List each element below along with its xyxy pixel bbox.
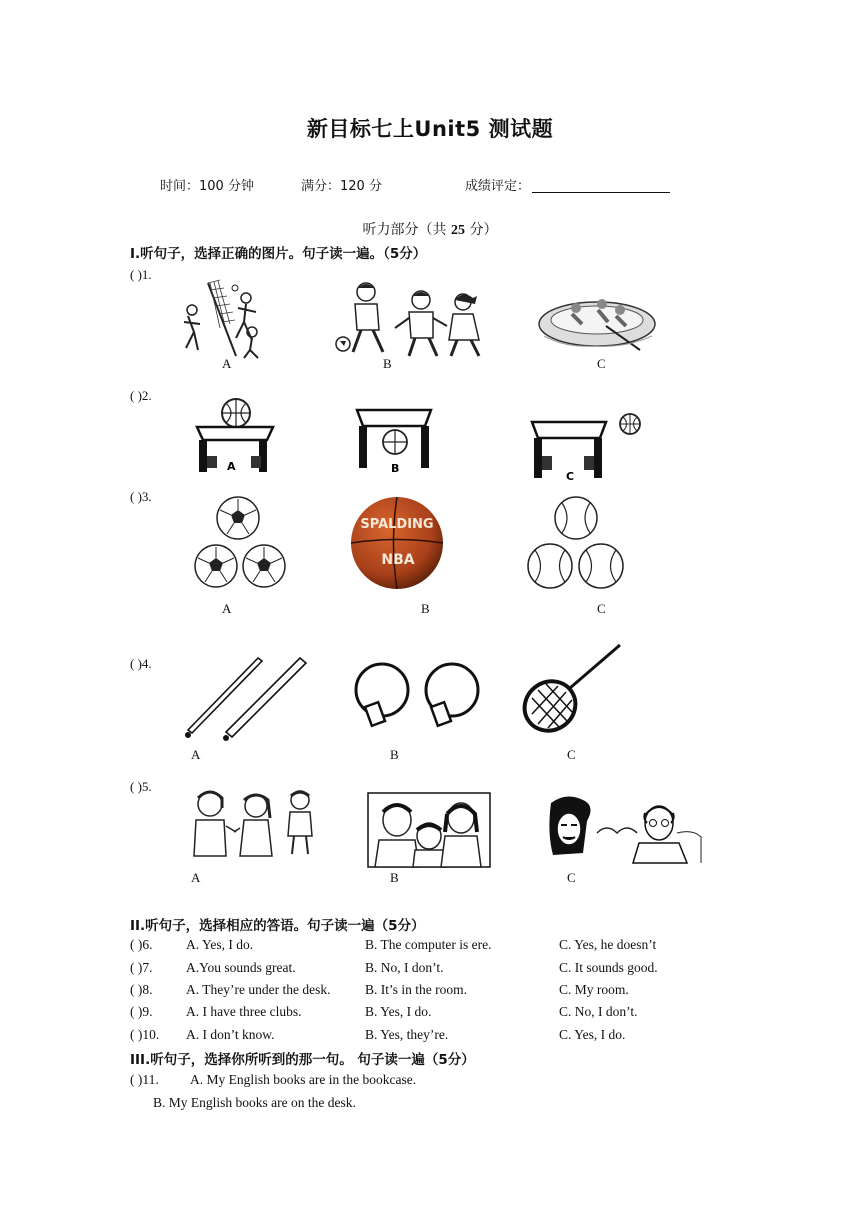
- q10-number: ( )10.: [130, 1027, 160, 1042]
- q4-option-b-label: B: [390, 747, 399, 762]
- svg-text:B: B: [391, 462, 400, 475]
- ball-logo-nba: NBA: [381, 552, 415, 568]
- q1-option-a-label: A: [222, 356, 232, 371]
- section-2-heading: II.听句子，选择相应的答语。句子读一遍（5分）: [130, 918, 425, 934]
- q9-option-a: A. I have three clubs.: [186, 1004, 302, 1019]
- q5-option-b-label: B: [390, 870, 399, 885]
- q5-option-a-label: A: [191, 870, 201, 885]
- rowing-boat-picture: [536, 286, 658, 352]
- listening-section-header: 听力部分（共 25 分）: [362, 222, 498, 238]
- family-portrait-picture: [367, 792, 491, 868]
- ball-logo-spalding: SPALDING: [360, 517, 434, 532]
- q11-number: ( )11.: [130, 1072, 159, 1087]
- q6-option-a: A. Yes, I do.: [186, 937, 254, 952]
- q10-option-a: A. I don’t know.: [186, 1027, 275, 1042]
- svg-text:A: A: [227, 460, 236, 473]
- q3-option-b-label: B: [421, 601, 430, 616]
- time-info: 时间：100 分钟: [160, 179, 254, 194]
- section-1-heading: I.听句子，选择正确的图片。句子读一遍。（5分）: [130, 246, 427, 262]
- ping-pong-paddles-picture: [350, 662, 484, 730]
- question-3-number: ( )3.: [130, 489, 152, 504]
- question-2-number: ( )2.: [130, 388, 152, 403]
- q8-number: ( )8.: [130, 982, 153, 997]
- section-3-heading: III.听句子，选择你所听到的那一句。 句子读一遍（5分）: [130, 1052, 475, 1068]
- q11-option-a: A. My English books are in the bookcase.: [190, 1072, 417, 1087]
- q1-option-b-label: B: [383, 356, 392, 371]
- question-4-number: ( )4.: [130, 656, 152, 671]
- three-people-picture: [190, 786, 320, 862]
- baseballs-picture: [526, 496, 626, 590]
- question-5-number: ( )5.: [130, 779, 152, 794]
- q10-option-c: C. Yes, I do.: [559, 1027, 626, 1042]
- grade-blank[interactable]: [532, 178, 670, 193]
- q7-option-c: C. It sounds good.: [559, 960, 658, 975]
- ball-beside-table-picture: [530, 410, 645, 482]
- q9-option-b: B. Yes, I do.: [365, 1004, 432, 1019]
- grade-field: [465, 175, 670, 194]
- volleyball-picture: [180, 278, 270, 360]
- q9-number: ( )9.: [130, 1004, 153, 1019]
- q1-option-c-label: C: [597, 356, 606, 371]
- q8-option-b: B. It’s in the room.: [365, 982, 467, 997]
- ball-under-table-picture: [355, 406, 435, 476]
- basketball-picture: [350, 496, 444, 590]
- q8-option-a: A. They’re under the desk.: [186, 982, 331, 997]
- ball-on-table-picture: [195, 396, 275, 476]
- q6-option-b: B. The computer is ere.: [365, 937, 492, 952]
- q7-number: ( )7.: [130, 960, 153, 975]
- two-faces-picture: [547, 793, 703, 863]
- soccer-kids-picture: [333, 278, 493, 358]
- q9-option-c: C. No, I don’t.: [559, 1004, 638, 1019]
- q7-option-a: A.You sounds great.: [186, 960, 296, 975]
- q3-option-c-label: C: [597, 601, 606, 616]
- q4-option-c-label: C: [567, 747, 576, 762]
- tennis-racket-picture: [520, 642, 624, 734]
- grade-label: 成绩评定：: [465, 179, 531, 194]
- q6-option-c: C. Yes, he doesn’t: [559, 937, 657, 952]
- q8-option-c: C. My room.: [559, 982, 629, 997]
- q3-option-a-label: A: [222, 601, 232, 616]
- q5-option-c-label: C: [567, 870, 576, 885]
- q6-number: ( )6.: [130, 937, 153, 952]
- q10-option-b: B. Yes, they’re.: [365, 1027, 449, 1042]
- q7-option-b: B. No, I don’t.: [365, 960, 444, 975]
- baseball-bats-picture: [180, 655, 310, 743]
- score-info: 满分：120 分: [301, 179, 382, 194]
- svg-text:C: C: [566, 470, 575, 483]
- soccer-balls-picture: [194, 496, 288, 590]
- q11-option-b: B. My English books are on the desk.: [153, 1095, 356, 1110]
- q4-option-a-label: A: [191, 747, 201, 762]
- question-1-number: ( )1.: [130, 267, 152, 282]
- page-title: 新目标七上Unit5 测试题: [306, 117, 554, 141]
